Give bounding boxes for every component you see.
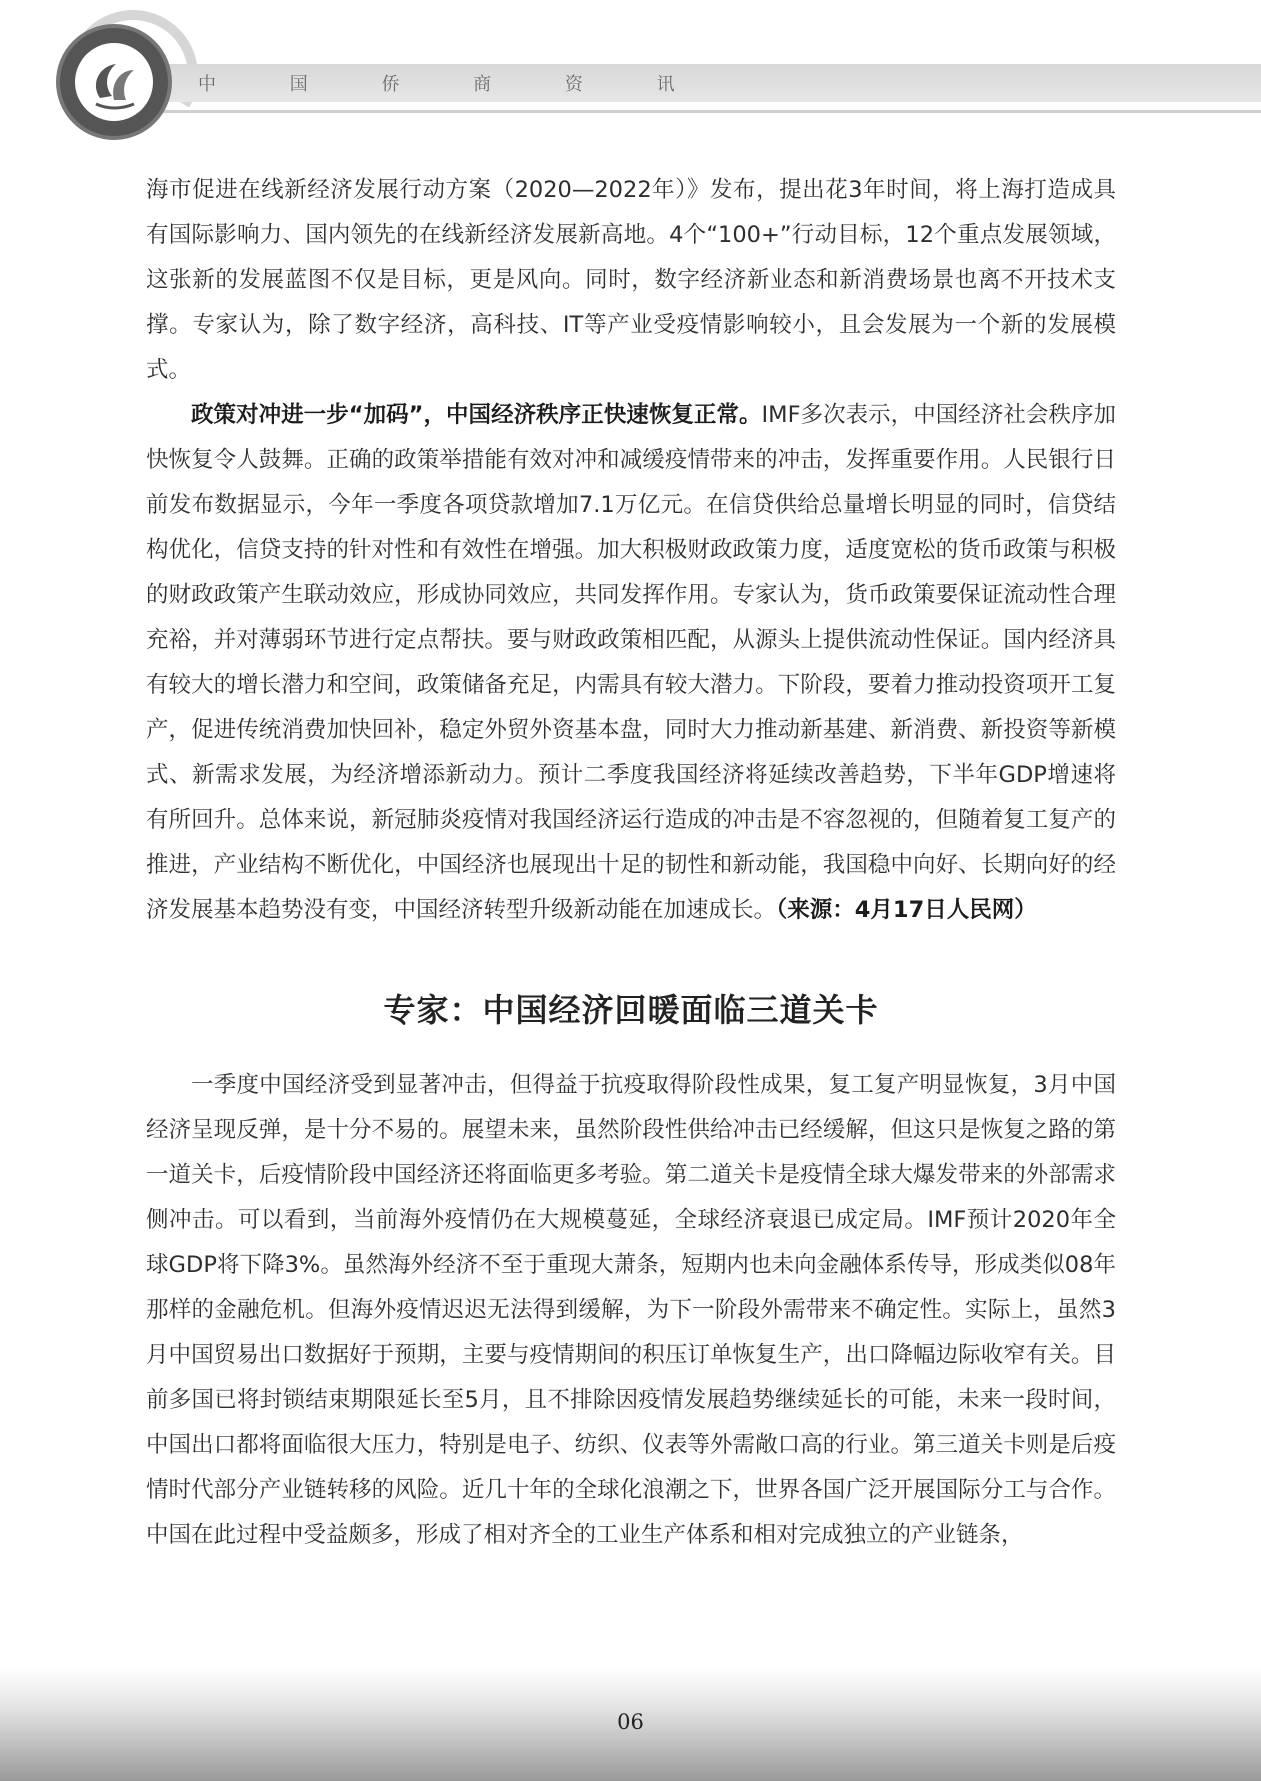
- article-heading: 专家：中国经济回暖面临三道关卡: [383, 991, 879, 1029]
- paragraph-policy-body: IMF多次表示，中国经济社会秩序加快恢复令人鼓舞。正确的政策举措能有效对冲和减缓疫情带来的冲击，发挥重要作用。人民银行日前发布数据显示，今年一季度各项贷款增加7.1万亿元。在信贷供给总量增长明显的同时，信贷结构优化，信贷支持的针对性和有效性在增强。加大积极财政政策力度，适度宽松的货币政策与积极的财政政策产生联动效应，形成协同效应，共同发挥作用。专家认为，货币政策要保证流动性合理充裕，并对薄弱环节进行定点帮扶。要与财政政策相匹配，从源头上提供流动性保证。国内经济具有较大的增长潜力和空间，政策储备充足，内需具有较大潜力。下阶段，要着力推动投资项开工复产，促进传统消费加快回补，稳定外贸外资基本盘，同时大力推动新基建、新消费、新投资等新模式、新需求发展，为经济增添新动力。预计二季度我国经济将延续改善趋势，下半年GDP增速将有所回升。总体来说，新冠肺炎疫情对我国经济运行造成的冲击是不容忽视的，但随着复工复产的推进，产业结构不断优化，中国经济也展现出十足的韧性和新动能，我国稳中向好、长期向好的经济发展基本趋势没有变，中国经济转型升级新动能在加速成长。: [146, 402, 1117, 923]
- publication-title: 中 国 侨 商 资 讯: [198, 74, 709, 95]
- association-logo-icon: [56, 24, 172, 140]
- page-number: 06: [617, 1710, 644, 1734]
- article-content: [146, 168, 1116, 1558]
- paragraph-article2: 一季度中国经济受到显著冲击，但得益于抗疫取得阶段性成果，复工复产明显恢复，3月中国经济呈现反弹，是十分不易的。展望未来，虽然阶段性供给冲击已经缓解，但这只是恢复之路的第一道关卡，后疫情阶段中国经济还将面临更多考验。第二道关卡是疫情全球大爆发带来的外部需求侧冲击。可以看到，当前海外疫情仍在大规模蔓延，全球经济衰退已成定局。IMF预计2020年全球GDP将下降3%。虽然海外经济不至于重现大萧条，短期内也未向金融体系传导，形成类似08年那样的金融危机。但海外疫情迟迟无法得到缓解，为下一阶段外需带来不确定性。实际上，虽然3月中国贸易出口数据好于预期，主要与疫情期间的积压订单恢复生产，出口降幅边际收窄有关。目前多国已将封锁结束期限延长至5月，且不排除因疫情发展趋势继续延长的可能，未来一段时间，中国出口都将面临很大压力，特别是电子、纺织、仪表等外需敞口高的行业。第三道关卡则是后疫情时代部分产业链转移的风险。近几十年的全球化浪潮之下，世界各国广泛开展国际分工与合作。中国在此过程中受益颇多，形成了相对齐全的工业生产体系和相对完成独立的产业链条，: [146, 1072, 1116, 1548]
- paragraph-intro: 海市促进在线新经济发展行动方案（2020—2022年）》发布，提出花3年时间，将上海打造成具有国际影响力、国内领先的在线新经济发展新高地。4个“100+”行动目标，12个重点发展领域，这张新的发展蓝图不仅是目标，更是风向。同时，数字经济新业态和新消费场景也离不开技术支撑。专家认为，除了数字经济，高科技、IT等产业受疫情影响较小，且会发展为一个新的发展模式。: [146, 177, 1116, 383]
- paragraph-policy: [146, 393, 1116, 933]
- source-citation: （来源：4月17日人民网）: [776, 897, 1037, 923]
- header-divider: [150, 110, 1261, 113]
- paragraph-lead-bold: 政策对冲进一步“加码”，中国经济秩序正快速恢复正常。: [191, 402, 762, 428]
